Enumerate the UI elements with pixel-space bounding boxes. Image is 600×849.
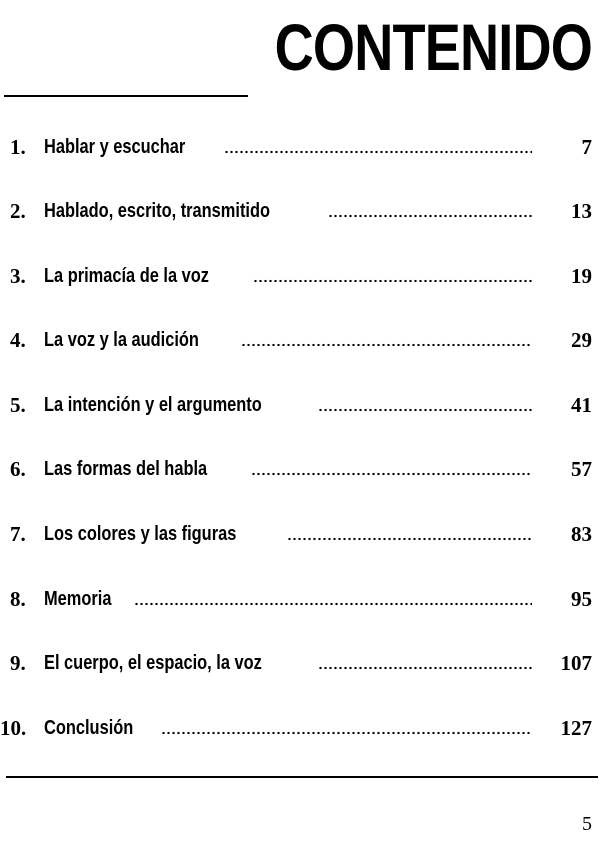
toc-entry-number: 8. (10, 587, 26, 611)
toc-entry-title: Hablar y escuchar (44, 135, 186, 158)
toc-entry (0, 579, 600, 619)
toc-entry-title: Conclusión (44, 716, 134, 739)
toc-entry-page: 41 (571, 393, 592, 417)
toc-entry-number: 7. (10, 522, 26, 546)
toc-entry-number: 10. (0, 716, 27, 740)
dot-leader (241, 343, 532, 347)
toc-entry-page: 107 (560, 651, 592, 675)
toc-entry (0, 127, 600, 167)
toc-entry-page: 83 (571, 522, 592, 546)
toc-entry-number: 5. (10, 393, 26, 417)
toc-entry-page: 29 (571, 328, 592, 352)
toc-entry (0, 256, 600, 296)
toc-entry-number: 6. (10, 457, 26, 481)
toc-entry (0, 191, 600, 231)
dot-leader (224, 150, 532, 154)
toc-entry (0, 514, 600, 554)
toc-entry-number: 1. (10, 135, 26, 159)
dot-leader (251, 472, 532, 476)
toc-entry (0, 320, 600, 360)
toc-entry-number: 3. (10, 264, 26, 288)
toc-entry-title: Los colores y las figuras (44, 522, 237, 545)
toc-entry-title: Memoria (44, 587, 112, 610)
toc-entry-title: El cuerpo, el espacio, la voz (44, 651, 262, 674)
toc-entry-page: 13 (571, 199, 592, 223)
toc-entry-title: La primacía de la voz (44, 264, 209, 287)
toc-entry (0, 449, 600, 489)
toc-entry-number: 2. (10, 199, 26, 223)
toc-entry (0, 643, 600, 683)
dot-leader (328, 214, 532, 218)
toc-entry-title: La voz y la audición (44, 328, 199, 351)
page-title: CONTENIDO (274, 10, 592, 84)
bottom-rule (6, 776, 598, 778)
toc-entry-title: Las formas del habla (44, 457, 208, 480)
toc-entry-page: 57 (571, 457, 592, 481)
toc-entry (0, 385, 600, 425)
toc-entry-number: 4. (10, 328, 26, 352)
toc-entry-title: La intención y el argumento (44, 393, 262, 416)
toc-entry-page: 19 (571, 264, 592, 288)
dot-leader (287, 537, 532, 541)
dot-leader (318, 408, 532, 412)
dot-leader (253, 279, 532, 283)
title-rule (4, 95, 248, 97)
dot-leader (134, 602, 532, 606)
page-number: 5 (582, 813, 592, 835)
toc-entry-page: 7 (581, 135, 592, 159)
toc-entry-page: 95 (571, 587, 592, 611)
toc-entry (0, 708, 600, 748)
dot-leader (318, 666, 532, 670)
toc-entry-page: 127 (560, 716, 592, 740)
toc-entry-title: Hablado, escrito, transmitido (44, 199, 270, 222)
toc-entry-number: 9. (10, 651, 26, 675)
dot-leader (161, 731, 532, 735)
